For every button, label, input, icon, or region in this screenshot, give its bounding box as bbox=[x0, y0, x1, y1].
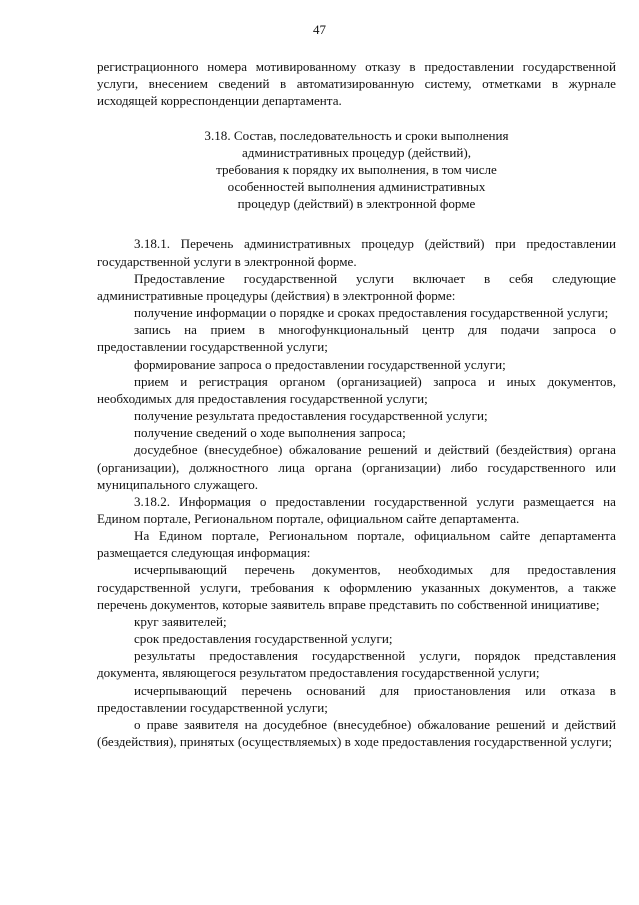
list-item: о праве заявителя на досудебное (внесудебное) обжалование решений и действий (бездействия), принятых (осуществляемых) в ходе предоставления государственной услуги; bbox=[97, 716, 616, 749]
list-item: исчерпывающий перечень оснований для приостановления или отказа в предоставлении государственной услуги; bbox=[97, 682, 616, 715]
list-item: срок предоставления государственной услуги; bbox=[134, 631, 393, 647]
list-item: результаты предоставления государственной услуги, порядок представления документа, являющегося результатом предоставления государственной услуги; bbox=[97, 648, 616, 681]
heading-line: требования к порядку их выполнения, в том числе bbox=[216, 162, 497, 178]
clause-3-18-2: 3.18.2. Информация о предоставлении государственной услуги размещается на Едином портале, Региональном портале, официальном сайте департамента. bbox=[97, 493, 616, 526]
clause-3-18-1: 3.18.1. Перечень административных процедур (действий) при предоставлении государственной услуги в электронной форме. bbox=[97, 236, 616, 269]
list-item: прием и регистрация органом (организацией) запроса и иных документов, необходимых для предоставления государственной услуги; bbox=[97, 373, 616, 406]
body-paragraph: Предоставление государственной услуги включает в себя следующие административные процедуры (действия) в электронной форме: bbox=[97, 270, 616, 303]
document-body bbox=[97, 58, 616, 750]
heading-line: 3.18. Состав, последовательность и сроки выполнения bbox=[204, 128, 509, 144]
list-item: получение результата предоставления государственной услуги; bbox=[134, 408, 488, 424]
intro-paragraph: регистрационного номера мотивированному отказу в предоставлении государственной услуги, внесением сведений в автоматизированную систему, отметками в журнале исходящей корреспонденции департамента. bbox=[97, 59, 616, 109]
list-item: круг заявителей; bbox=[134, 613, 227, 629]
list-item: получение информации о порядке и сроках предоставления государственной услуги; bbox=[134, 305, 609, 321]
list-item: получение сведений о ходе выполнения запроса; bbox=[134, 425, 406, 441]
heading-line: особенностей выполнения административных bbox=[227, 179, 486, 195]
list-item: досудебное (внесудебное) обжалование решений и действий (бездействия) органа (организации), должностного лица органа (организации) либо государственного или муниципального служащего. bbox=[97, 442, 616, 492]
list-item: запись на прием в многофункциональный центр для подачи запроса о предоставлении государственной услуги; bbox=[97, 322, 616, 355]
body-paragraph: На Едином портале, Региональном портале, официальном сайте департамента размещается следующая информация: bbox=[97, 528, 616, 561]
list-item: формирование запроса о предоставлении государственной услуги; bbox=[134, 356, 506, 372]
heading-line: процедур (действий) в электронной форме bbox=[237, 196, 476, 212]
heading-line: административных процедур (действий), bbox=[241, 145, 471, 161]
list-item: исчерпывающий перечень документов, необходимых для предоставления государственной услуги, требования к оформлению указанных документов, а также перечень документов, которые заявитель вправе представить по собственной инициативе; bbox=[97, 562, 616, 612]
section-heading bbox=[97, 127, 616, 212]
page-number: 47 bbox=[313, 22, 326, 37]
